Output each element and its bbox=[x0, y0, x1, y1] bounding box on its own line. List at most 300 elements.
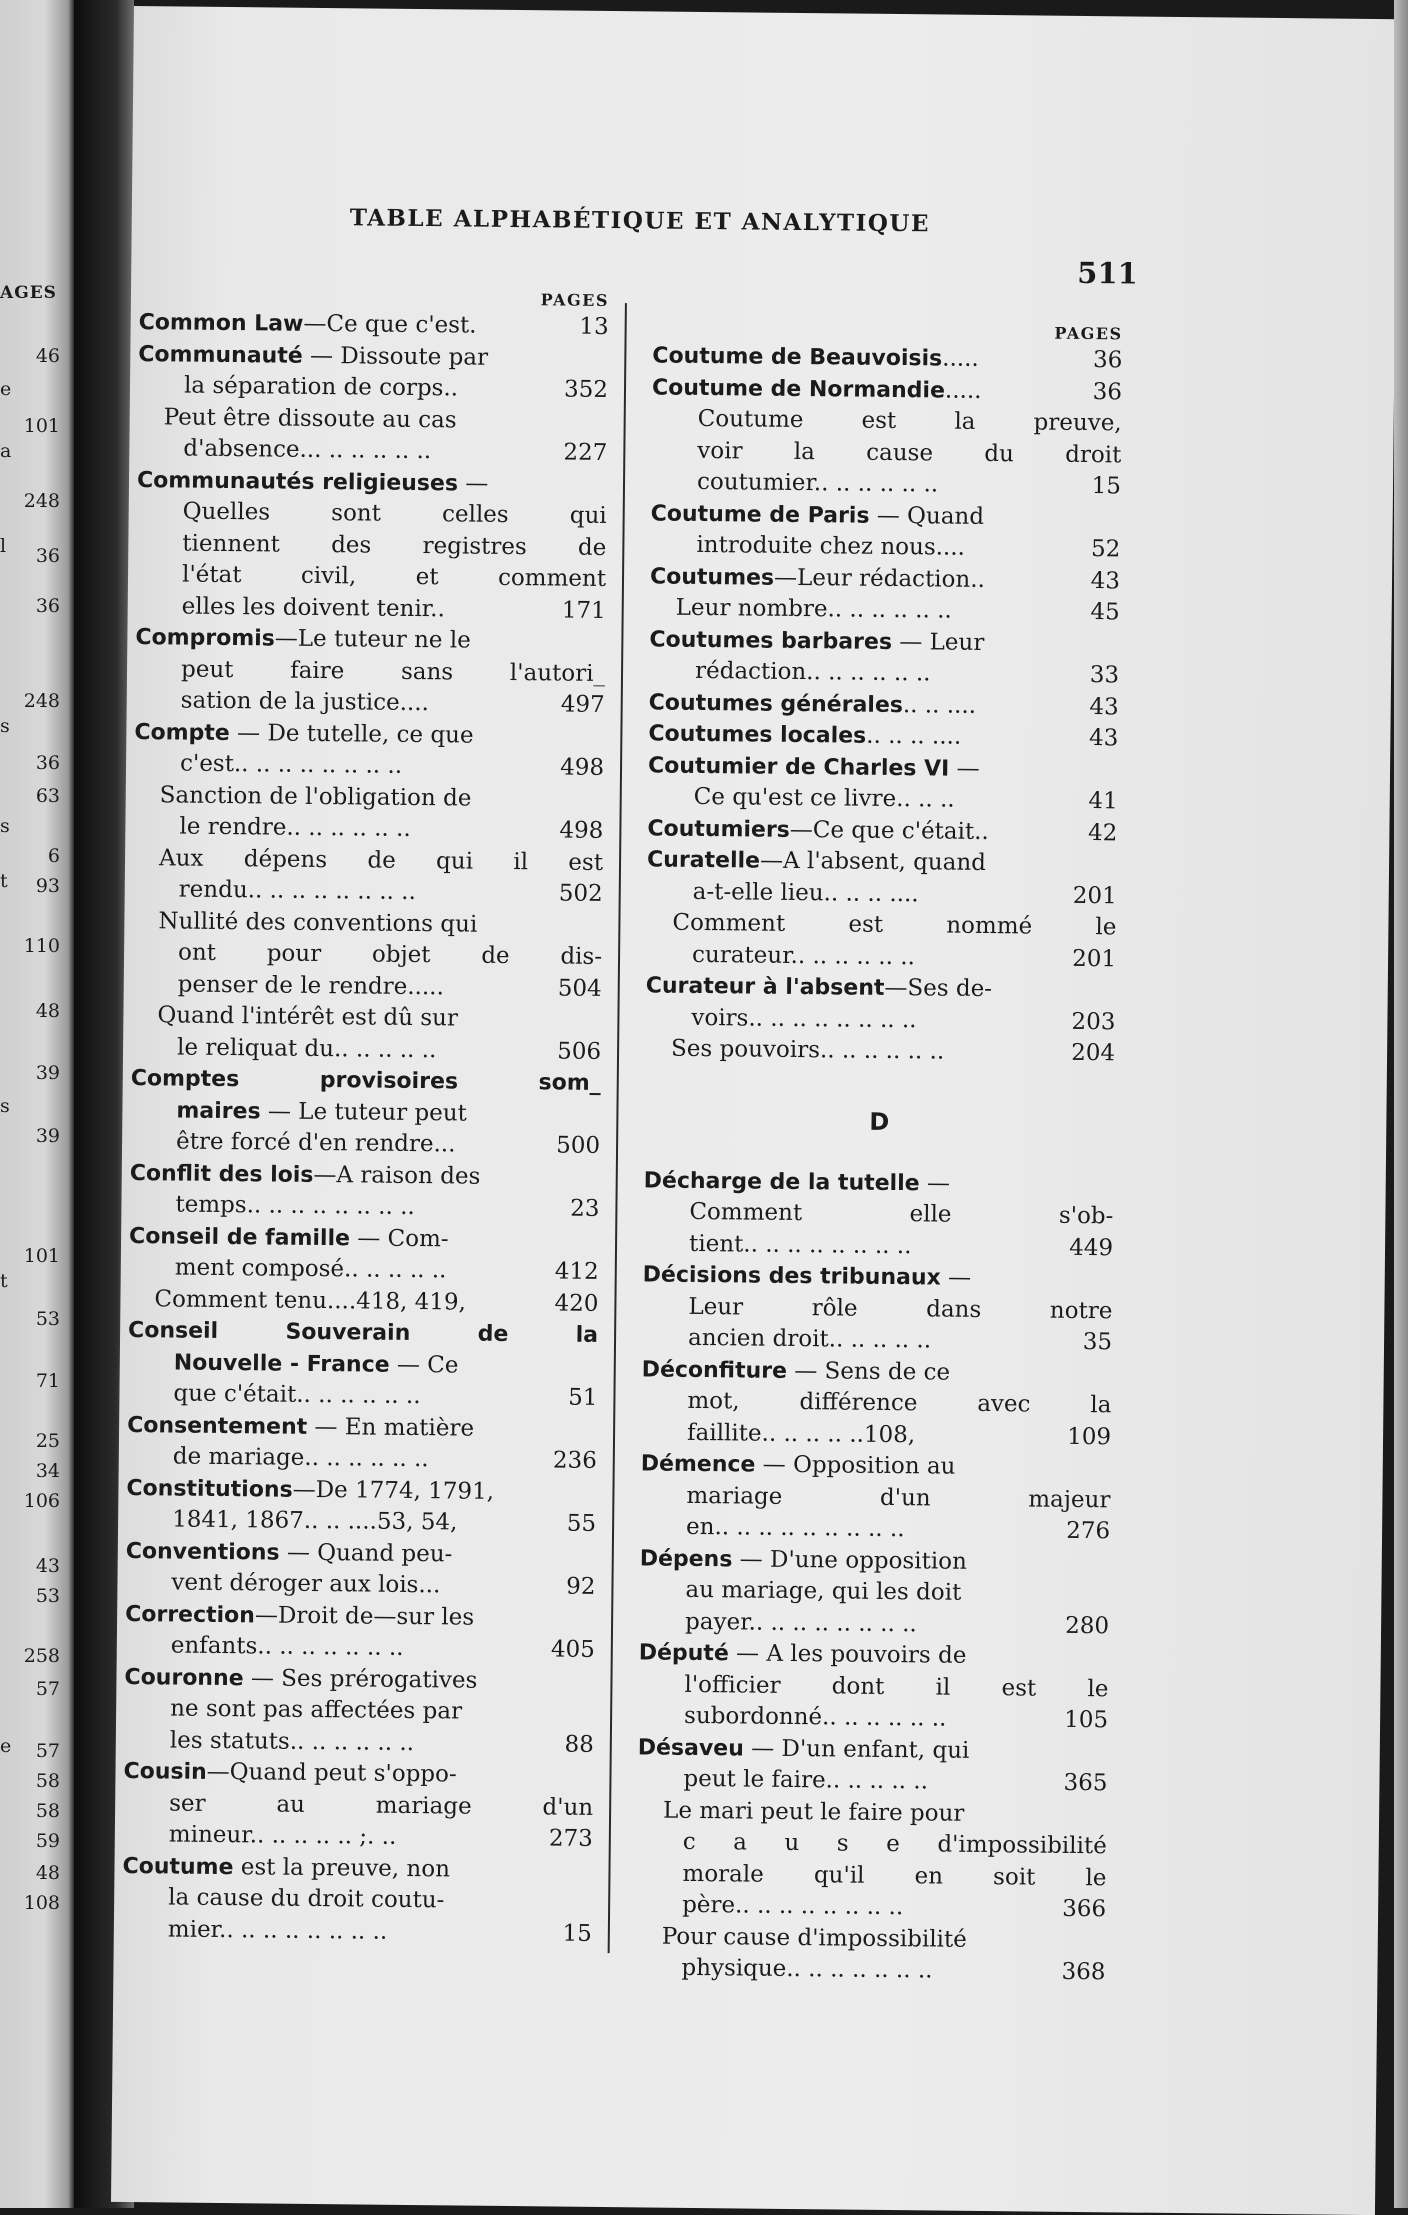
index-line bbox=[640, 1543, 1110, 1579]
facing-page-number: 101 bbox=[23, 1245, 60, 1267]
facing-page-number: 36 bbox=[35, 545, 60, 567]
index-text: — Dissoute par bbox=[302, 342, 489, 371]
index-line bbox=[130, 1095, 600, 1131]
index-text: — Le tuteur peut bbox=[260, 1097, 467, 1127]
index-line bbox=[134, 717, 604, 753]
index-line bbox=[641, 1448, 1111, 1484]
index-line bbox=[636, 1858, 1106, 1894]
index-text: vent déroger aux lois... bbox=[171, 1569, 441, 1599]
index-line bbox=[643, 1196, 1113, 1232]
index-text: Comment elle s'ob- bbox=[689, 1198, 1114, 1230]
index-text: ..... bbox=[944, 377, 982, 404]
index-line bbox=[645, 1033, 1115, 1069]
index-text: ment composé.. .. .. .. .. bbox=[174, 1254, 447, 1284]
index-line bbox=[136, 528, 606, 564]
facing-page-number: 63 bbox=[35, 785, 60, 807]
facing-page-number: 53 bbox=[35, 1308, 60, 1330]
index-line bbox=[637, 1795, 1107, 1831]
facing-page-fragment: t bbox=[0, 1270, 8, 1292]
facing-page-number: 36 bbox=[35, 752, 60, 774]
index-line bbox=[130, 1126, 600, 1162]
index-line bbox=[650, 529, 1120, 565]
index-line bbox=[646, 970, 1116, 1006]
index-line bbox=[649, 687, 1119, 723]
page-reference: 420 bbox=[554, 1289, 599, 1317]
index-line bbox=[127, 1410, 597, 1446]
index-line bbox=[647, 813, 1117, 849]
index-term: Coutumes barbares bbox=[649, 626, 893, 655]
page-reference: 366 bbox=[1062, 1895, 1107, 1923]
facing-page-fragment: t bbox=[0, 870, 8, 892]
index-text: rendu.. .. .. .. .. .. .. .. bbox=[178, 876, 416, 905]
facing-page-number: 258 bbox=[23, 1645, 60, 1667]
index-line bbox=[134, 780, 604, 816]
index-text: mariage d'un majeur bbox=[686, 1482, 1111, 1513]
facing-page-fragment: s bbox=[0, 815, 10, 837]
index-line bbox=[138, 370, 608, 406]
page-reference: 280 bbox=[1065, 1612, 1110, 1639]
facing-page-number: 57 bbox=[35, 1740, 60, 1762]
index-term: Coutumier de Charles VI bbox=[647, 752, 950, 782]
index-text: la séparation de corps.. bbox=[183, 372, 459, 402]
index-line bbox=[648, 718, 1118, 754]
index-line bbox=[124, 1724, 594, 1760]
index-line bbox=[126, 1535, 596, 1571]
index-line bbox=[650, 592, 1120, 628]
index-text: le rendre.. .. .. .. .. .. bbox=[179, 813, 411, 842]
index-text: mineur.. .. .. .. .. ;. .. bbox=[168, 1821, 397, 1850]
page-reference: 405 bbox=[550, 1636, 595, 1663]
index-term: Constitutions bbox=[126, 1475, 293, 1503]
index-line bbox=[131, 1032, 601, 1068]
index-text: subordonné.. .. .. .. .. .. bbox=[683, 1702, 947, 1732]
index-term: Coutume de Beauvoisis bbox=[652, 343, 943, 372]
page-reference: 15 bbox=[1091, 473, 1122, 500]
page-reference: 15 bbox=[562, 1920, 592, 1947]
index-text: — bbox=[457, 469, 489, 497]
index-text: d'absence... .. .. .. .. .. bbox=[183, 435, 432, 465]
page-reference: 365 bbox=[1063, 1769, 1108, 1797]
index-text: que c'était.. .. .. .. .. .. bbox=[173, 1380, 421, 1410]
index-entries bbox=[645, 340, 1123, 1069]
index-text: Nullité des conventions qui bbox=[158, 907, 478, 938]
page-reference: 52 bbox=[1090, 536, 1121, 563]
index-line bbox=[647, 876, 1117, 912]
index-text: Quelles sont celles qui bbox=[182, 498, 607, 529]
facing-page-number: 101 bbox=[23, 415, 60, 437]
index-text: Leur rôle dans notre bbox=[688, 1293, 1113, 1324]
index-text: c'est.. .. .. .. .. .. .. .. bbox=[179, 750, 403, 779]
page-reference: 88 bbox=[564, 1731, 594, 1758]
index-term: Compromis bbox=[135, 625, 275, 652]
index-text: la cause du droit coutu- bbox=[168, 1884, 445, 1914]
page-reference: 201 bbox=[1072, 882, 1117, 909]
page-reference: 201 bbox=[1072, 945, 1117, 972]
index-line bbox=[129, 1252, 599, 1288]
index-text: Peut être dissoute au cas bbox=[163, 403, 457, 433]
index-line bbox=[649, 624, 1119, 660]
facing-page-number: 248 bbox=[23, 690, 60, 712]
index-line bbox=[131, 1000, 601, 1036]
facing-page-number: 106 bbox=[23, 1490, 60, 1512]
index-term: Coutume de Paris bbox=[650, 500, 870, 529]
index-text: sation de la justice.... bbox=[180, 687, 430, 717]
page-reference: 105 bbox=[1064, 1706, 1109, 1734]
facing-page-fragment: s bbox=[0, 1095, 10, 1117]
index-line bbox=[133, 811, 603, 847]
index-text: c a u s e d'impossibilité bbox=[682, 1828, 1107, 1860]
index-line bbox=[137, 496, 607, 532]
facing-page-number: 58 bbox=[35, 1770, 60, 1792]
index-line bbox=[122, 1850, 592, 1886]
index-line bbox=[638, 1700, 1108, 1736]
index-text: l'état civil, et comment bbox=[181, 561, 607, 592]
index-text: Ses pouvoirs.. .. .. .. .. .. bbox=[670, 1035, 945, 1065]
facing-page-number: 34 bbox=[35, 1460, 60, 1482]
index-text: Comment est nommé le bbox=[672, 909, 1117, 941]
index-term: Communauté bbox=[138, 341, 303, 369]
index-line bbox=[640, 1480, 1110, 1516]
index-text: —Ce que c'est. bbox=[303, 310, 477, 339]
page-reference: 227 bbox=[563, 439, 608, 466]
index-text: —Quand peut s'oppo- bbox=[206, 1758, 457, 1788]
index-line bbox=[652, 403, 1122, 439]
page-reference: 497 bbox=[560, 691, 605, 718]
index-line bbox=[138, 402, 608, 438]
index-term: Common Law bbox=[138, 310, 304, 337]
index-text: au mariage, qui les doit bbox=[685, 1576, 962, 1606]
index-line bbox=[125, 1567, 595, 1603]
index-line bbox=[133, 874, 603, 910]
index-line bbox=[636, 1889, 1106, 1925]
index-line bbox=[637, 1763, 1107, 1799]
facing-page-number: 53 bbox=[35, 1585, 60, 1607]
index-text: — D'un enfant, qui bbox=[743, 1734, 970, 1764]
index-line bbox=[647, 844, 1117, 880]
page-reference: 412 bbox=[554, 1258, 599, 1285]
facing-page-number: 59 bbox=[35, 1830, 60, 1852]
index-line bbox=[135, 654, 605, 690]
index-line bbox=[650, 561, 1120, 597]
page-reference: 43 bbox=[1088, 725, 1119, 752]
section-letter: D bbox=[869, 1107, 890, 1136]
facing-page-number: 39 bbox=[35, 1125, 60, 1147]
index-text: enfants.. .. .. .. .. .. .. bbox=[170, 1632, 404, 1661]
index-line bbox=[135, 622, 605, 658]
index-column-right bbox=[635, 319, 1122, 1988]
facing-page-number: 57 bbox=[35, 1678, 60, 1700]
index-line bbox=[124, 1661, 594, 1697]
index-text: .. .. .... bbox=[902, 691, 977, 719]
index-line bbox=[136, 559, 606, 595]
index-text: Sanction de l'obligation de bbox=[159, 781, 472, 812]
index-term: Conflit des lois bbox=[129, 1160, 314, 1188]
index-line bbox=[639, 1574, 1109, 1610]
index-line bbox=[642, 1354, 1112, 1390]
book-page bbox=[111, 6, 1398, 2215]
index-line bbox=[642, 1322, 1112, 1358]
index-text: les statuts.. .. .. .. .. .. bbox=[169, 1726, 415, 1756]
index-line bbox=[124, 1693, 594, 1729]
index-text: Leur nombre.. .. .. .. .. .. bbox=[675, 594, 952, 624]
page-reference: 13 bbox=[579, 313, 609, 340]
index-line bbox=[138, 339, 608, 375]
index-entries bbox=[122, 307, 609, 1950]
index-text: — Quand bbox=[869, 502, 985, 530]
index-text: ..... bbox=[942, 345, 979, 372]
facing-page-number: 58 bbox=[35, 1800, 60, 1822]
index-line bbox=[127, 1378, 597, 1414]
facing-page-number: 39 bbox=[35, 1062, 60, 1084]
page-reference: 51 bbox=[568, 1384, 598, 1411]
page-reference: 45 bbox=[1090, 599, 1120, 626]
index-text: penser de le rendre..... bbox=[177, 971, 444, 1000]
index-text: faillite.. .. .. .. ..108, bbox=[686, 1419, 916, 1448]
index-line bbox=[139, 307, 609, 343]
index-line bbox=[133, 843, 603, 879]
index-line bbox=[646, 939, 1116, 975]
index-term: Député bbox=[638, 1640, 729, 1667]
index-line bbox=[643, 1259, 1113, 1295]
index-text: ne sont pas affectées par bbox=[170, 1695, 463, 1725]
index-line bbox=[644, 1165, 1114, 1201]
index-text: —Droit de—sur les bbox=[254, 1601, 475, 1631]
page-reference: 352 bbox=[563, 376, 609, 403]
column-rule bbox=[608, 303, 627, 1953]
index-line bbox=[126, 1473, 596, 1509]
index-term: Cousin bbox=[123, 1758, 207, 1785]
facing-page-number: 48 bbox=[35, 1862, 60, 1884]
page-reference: 502 bbox=[558, 880, 603, 907]
index-line bbox=[639, 1637, 1109, 1673]
facing-page-number: 93 bbox=[35, 875, 60, 897]
index-text: tiennent des registres de bbox=[182, 530, 607, 561]
index-text: voirs.. .. .. .. .. .. .. .. bbox=[691, 1004, 917, 1033]
page-reference: 35 bbox=[1082, 1329, 1113, 1356]
index-term: Désaveu bbox=[637, 1734, 744, 1761]
index-line bbox=[132, 906, 602, 942]
index-text: — A les pouvoirs de bbox=[728, 1640, 967, 1669]
index-text: Le mari peut le faire pour bbox=[663, 1797, 965, 1827]
index-text: mot, différence avec la bbox=[687, 1387, 1112, 1419]
index-line bbox=[651, 498, 1121, 534]
index-line bbox=[646, 907, 1116, 943]
index-line bbox=[127, 1441, 597, 1477]
page-reference: 498 bbox=[560, 754, 605, 781]
index-text: — bbox=[940, 1264, 972, 1291]
facing-page-fragment: e bbox=[0, 1735, 12, 1757]
index-term: Démence bbox=[640, 1451, 756, 1478]
index-text: —Ses de- bbox=[884, 974, 993, 1003]
index-line bbox=[641, 1385, 1111, 1421]
page-reference: 43 bbox=[1089, 693, 1119, 720]
pages-label: PAGES bbox=[1054, 323, 1123, 344]
index-text: elles les doivent tenir.. bbox=[181, 593, 445, 622]
page-reference: 92 bbox=[566, 1573, 596, 1600]
index-term: Coutumes bbox=[649, 563, 775, 591]
page-reference: 449 bbox=[1069, 1234, 1114, 1261]
index-text: de mariage.. .. .. .. .. .. bbox=[172, 1443, 429, 1473]
facing-page-sliver bbox=[0, 0, 74, 2208]
index-text: est la preuve, non bbox=[233, 1853, 451, 1882]
facing-page-number: 25 bbox=[35, 1430, 60, 1452]
index-term: Coutume de Normandie bbox=[651, 374, 946, 404]
index-text: — bbox=[919, 1169, 951, 1197]
index-text: tient.. .. .. .. .. .. .. .. bbox=[688, 1230, 912, 1259]
facing-page-fragment: e bbox=[0, 378, 12, 400]
index-line bbox=[130, 1158, 600, 1194]
page-reference: 236 bbox=[552, 1447, 597, 1474]
index-line bbox=[648, 750, 1118, 786]
index-text: —Leur rédaction.. bbox=[773, 564, 986, 593]
index-text: — bbox=[949, 755, 980, 782]
index-term: maires bbox=[176, 1098, 261, 1124]
index-line bbox=[125, 1598, 595, 1634]
index-line bbox=[123, 1787, 593, 1823]
facing-page-number: 48 bbox=[35, 1000, 60, 1022]
index-text: ont pour objet de dis- bbox=[177, 939, 603, 970]
index-line bbox=[651, 435, 1121, 471]
index-text: mier.. .. .. .. .. .. .. .. bbox=[167, 1915, 388, 1945]
index-text: Pour cause d'impossibilité bbox=[661, 1923, 967, 1953]
facing-page-number: 36 bbox=[35, 595, 60, 617]
index-term: Nouvelle - France bbox=[173, 1349, 390, 1378]
page-reference: 368 bbox=[1061, 1958, 1106, 1986]
index-text: Comment tenu....418, 419, bbox=[154, 1285, 467, 1316]
index-term: Conseil Souverain de la bbox=[127, 1318, 599, 1348]
index-line bbox=[123, 1819, 593, 1855]
index-term: Consentement bbox=[127, 1412, 308, 1440]
page-number: 511 bbox=[1077, 255, 1138, 291]
index-line bbox=[638, 1732, 1108, 1768]
page-reference: 33 bbox=[1089, 662, 1120, 689]
index-line bbox=[651, 466, 1121, 502]
index-line bbox=[131, 1063, 601, 1099]
page-reference: 276 bbox=[1066, 1517, 1111, 1545]
index-line bbox=[637, 1826, 1107, 1862]
index-term: Coutumes générales bbox=[648, 689, 904, 718]
index-text: — D'une opposition bbox=[732, 1545, 968, 1575]
index-text: Quand l'intérêt est dû sur bbox=[157, 1002, 459, 1032]
index-term: Compte bbox=[134, 719, 230, 746]
index-term: Déconfiture bbox=[641, 1356, 788, 1384]
index-text: ser au mariage d'un bbox=[169, 1789, 594, 1821]
index-text: ancien droit.. .. .. .. .. bbox=[687, 1324, 932, 1354]
index-text: —Le tuteur ne le bbox=[274, 625, 471, 654]
index-text: .. .. .. .... bbox=[866, 722, 962, 750]
index-text: — Opposition au bbox=[755, 1451, 956, 1480]
page-reference: 43 bbox=[1090, 567, 1121, 594]
index-text: a-t-elle lieu.. .. .. .... bbox=[692, 878, 919, 907]
index-term: Conseil de famille bbox=[128, 1223, 351, 1251]
index-text: morale qu'il en soit le bbox=[682, 1860, 1107, 1891]
page-reference: 41 bbox=[1088, 788, 1118, 815]
index-text: — En matière bbox=[307, 1413, 475, 1442]
index-line bbox=[123, 1756, 593, 1792]
index-text: voir la cause du droit bbox=[697, 437, 1122, 468]
index-term: Curatelle bbox=[646, 847, 761, 874]
index-text: peut faire sans l'autori_ bbox=[180, 656, 606, 687]
facing-page-fragment: a bbox=[0, 440, 12, 462]
page-reference: 42 bbox=[1087, 819, 1118, 846]
facing-page-number: 71 bbox=[35, 1370, 60, 1392]
page-reference: 23 bbox=[570, 1195, 600, 1222]
index-text: — Leur bbox=[891, 628, 985, 656]
index-line bbox=[645, 1002, 1115, 1038]
index-text: Ce qu'est ce livre.. .. .. bbox=[693, 783, 955, 813]
index-line bbox=[652, 372, 1122, 408]
index-entries bbox=[635, 1165, 1114, 1989]
index-term: Dépens bbox=[639, 1545, 733, 1572]
index-term: Comptes provisoires som_ bbox=[130, 1066, 601, 1096]
index-text: — Com- bbox=[349, 1224, 449, 1252]
index-text: introduite chez nous.... bbox=[696, 531, 966, 561]
page-reference: 203 bbox=[1071, 1008, 1116, 1035]
facing-page-number: 110 bbox=[23, 935, 60, 957]
index-text: 1841, 1867.. .. ....53, 54, bbox=[172, 1506, 458, 1536]
index-text: rédaction.. .. .. .. .. .. bbox=[694, 657, 931, 687]
page-reference: 204 bbox=[1071, 1039, 1116, 1067]
page-reference: 109 bbox=[1067, 1423, 1112, 1450]
facing-page-fragment: s bbox=[0, 715, 10, 737]
index-term: Décharge de la tutelle bbox=[643, 1167, 920, 1196]
index-line bbox=[649, 655, 1119, 691]
index-line bbox=[129, 1189, 599, 1225]
index-term: Conventions bbox=[125, 1538, 280, 1566]
index-line bbox=[642, 1291, 1112, 1327]
index-line bbox=[136, 591, 606, 627]
page-reference: 506 bbox=[557, 1037, 602, 1065]
index-text: Coutume est la preuve, bbox=[697, 405, 1122, 437]
index-text: payer.. .. .. .. .. .. .. .. bbox=[684, 1608, 917, 1637]
index-line bbox=[137, 465, 607, 501]
index-text: physique.. .. .. .. .. .. .. bbox=[681, 1954, 933, 1984]
index-line bbox=[125, 1630, 595, 1666]
index-line bbox=[137, 433, 607, 469]
index-term: Curateur à l'absent bbox=[645, 973, 885, 1001]
index-line bbox=[641, 1417, 1111, 1453]
index-text: —De 1774, 1791, bbox=[292, 1476, 495, 1505]
page-edge bbox=[1394, 0, 1408, 2208]
page-reference: 55 bbox=[566, 1510, 597, 1537]
page-reference: 171 bbox=[561, 597, 606, 624]
index-text: temps.. .. .. .. .. .. .. .. bbox=[175, 1191, 415, 1221]
index-text: le reliquat du.. .. .. .. .. bbox=[176, 1034, 437, 1063]
facing-page-fragment: l bbox=[0, 535, 7, 557]
index-text: — De tutelle, ce que bbox=[229, 719, 474, 749]
index-line bbox=[638, 1669, 1108, 1705]
facing-page-header: AGES bbox=[0, 283, 57, 303]
index-column-left bbox=[122, 286, 609, 1950]
index-line bbox=[132, 937, 602, 973]
index-line bbox=[135, 685, 605, 721]
index-text: être forcé d'en rendre... bbox=[175, 1128, 456, 1158]
index-line bbox=[129, 1221, 599, 1257]
index-line bbox=[122, 1882, 592, 1918]
index-line bbox=[126, 1504, 596, 1540]
index-line bbox=[648, 781, 1118, 817]
pages-label: PAGES bbox=[540, 290, 610, 310]
index-line bbox=[643, 1228, 1113, 1264]
index-text: en.. .. .. .. .. .. .. .. .. bbox=[685, 1513, 905, 1543]
running-head: TABLE ALPHABÉTIQUE ET ANALYTIQUE bbox=[349, 204, 931, 238]
index-term: Décisions des tribunaux bbox=[642, 1262, 941, 1291]
index-term: Communautés religieuses bbox=[136, 467, 459, 496]
facing-page-number: 43 bbox=[35, 1555, 60, 1577]
index-text: coutumier.. .. .. .. .. .. bbox=[696, 468, 939, 498]
index-line bbox=[635, 1952, 1105, 1988]
page-reference: 36 bbox=[1092, 378, 1123, 405]
